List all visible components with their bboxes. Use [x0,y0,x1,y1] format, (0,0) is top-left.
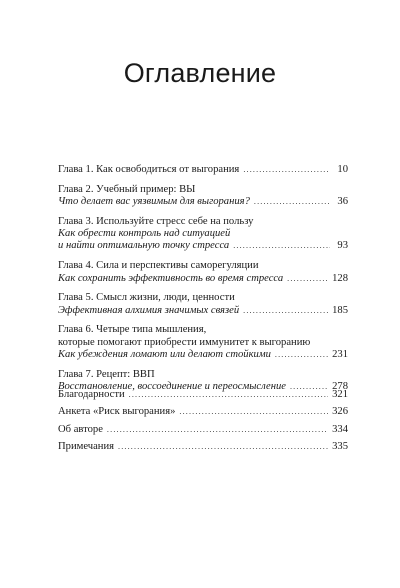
page-number: 10 [337,164,348,175]
table-of-contents [58,164,348,401]
dot-leader [287,273,328,285]
dot-leader [129,389,328,401]
dot-leader [118,441,328,453]
toc-entry-line: Глава 6. Четыре типа мышления, [58,324,207,336]
toc-leader-line [58,441,348,453]
page-number: 335 [332,441,348,453]
toc-entry-title: Что делает вас уязвимым для выгорания? [58,196,250,208]
toc-back-matter-entry[interactable] [58,424,348,436]
toc-entry-line: Глава 7. Рецепт: ВВП [58,368,155,380]
dot-leader [233,240,330,252]
toc-leader-line [58,406,348,418]
toc-chapter-entry[interactable] [58,184,348,209]
toc-entry-title: Анкета «Риск выгорания» [58,406,176,418]
page-number: 185 [332,304,348,316]
dot-leader [275,349,328,361]
toc-chapter-entry[interactable] [58,292,348,317]
page-number: 326 [332,406,348,418]
toc-entry-line: которые помогают приобрести иммунитет к выгоранию [58,336,311,348]
toc-leader-line [58,389,348,401]
page-title: Оглавление [123,58,277,88]
toc-entry-line: Как обрести контроль над ситуацией [58,228,231,240]
back-matter-list [58,389,348,459]
page-number: 93 [337,240,348,252]
toc-entry-title: Примечания [58,441,114,453]
toc-leader-line [58,196,348,208]
toc-leader-line [58,273,348,285]
toc-entry-title: и найти оптимальную точку стресса [58,240,230,252]
toc-leader-line [58,424,348,436]
dot-leader [254,196,330,208]
toc-chapter-entry[interactable] [58,216,348,253]
toc-back-matter-entry[interactable] [58,389,348,401]
toc-entry-line: Глава 4. Сила и перспективы саморегуляции [58,260,259,272]
toc-leader-line [58,349,348,361]
toc-leader-line [58,240,348,252]
toc-back-matter-entry[interactable] [58,406,348,418]
toc-leader-line [58,305,348,317]
toc-entry-title: Благодарности [58,389,125,400]
page-number: 278 [332,381,348,393]
toc-entry-title: Как сохранить эффективность во время стресса [58,272,284,284]
toc-entry-line: Глава 5. Смысл жизни, люди, ценности [58,292,235,304]
toc-chapter-entry[interactable] [58,164,348,176]
toc-entry-title: Глава 1. Как освободиться от выгорания [58,164,240,175]
toc-chapter-entry[interactable] [58,260,348,285]
toc-back-matter-entry[interactable] [58,441,348,453]
dot-leader [243,164,330,176]
page-number: 321 [332,389,348,400]
page-number: 231 [332,349,348,361]
toc-entry-title: Как убеждения ломают или делают стойкими [58,349,271,361]
dot-leader [107,424,328,436]
page-number: 36 [337,196,348,208]
dot-leader [243,305,328,317]
toc-chapter-entry[interactable] [58,324,348,361]
page-number: 334 [332,423,348,435]
toc-entry-title: Эффективная алхимия значимых связей [58,304,240,316]
toc-entry-title: Восстановление, воссоединение и переосмысление [58,381,286,393]
toc-entry-line: Глава 2. Учебный пример: ВЫ [58,183,196,195]
toc-entry-title: Об авторе [58,423,103,435]
page-number: 128 [332,272,348,284]
toc-entry-line: Глава 3. Используйте стресс себе на пользу [58,215,254,227]
dot-leader [179,406,328,418]
toc-leader-line [58,164,348,176]
